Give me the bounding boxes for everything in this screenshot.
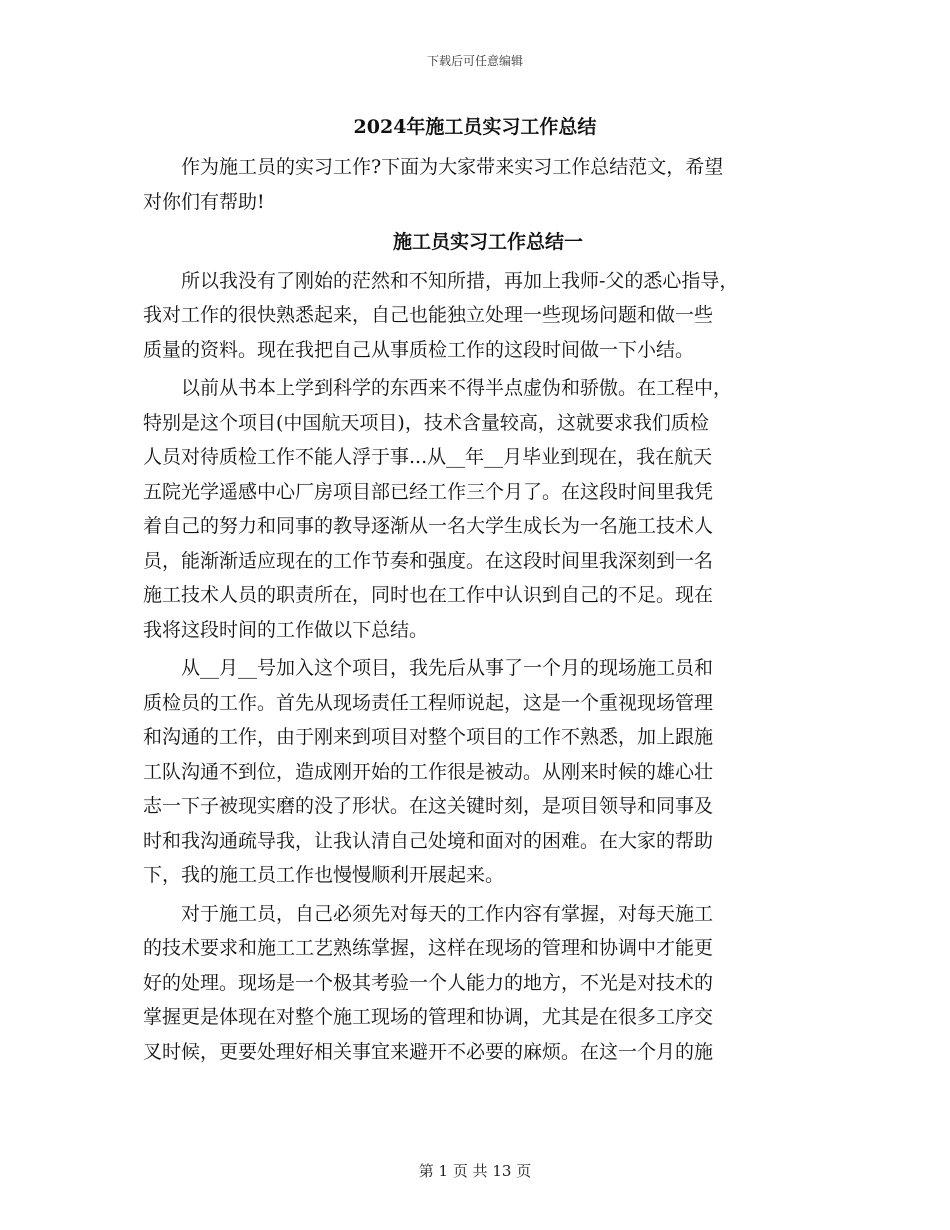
paragraph-1 bbox=[143, 264, 823, 368]
paragraph-1-line-2: 我对工作的很快熟悉起来，自己也能独立处理一些现场问题和做一些 bbox=[143, 304, 714, 326]
section-heading: 施工员实习工作总结一 bbox=[392, 231, 583, 253]
paragraph-4-line-2: 的技术要求和施工工艺熟练掌握，这样在现场的管理和协调中才能更 bbox=[143, 937, 714, 959]
paragraph-1-line-1: 所以我没有了刚始的茫然和不知所措，再加上我师-父的悉心指导， bbox=[181, 269, 739, 292]
intro-line-1: 作为施工员的实习工作?下面为大家带来实习工作总结范文，希望 bbox=[181, 156, 724, 178]
paragraph-3-line-5: 志一下子被现实磨的没了形状。在这关键时刻，是项目领导和同事及 bbox=[143, 795, 714, 817]
paragraph-3-line-7: 下，我的施工员工作也慢慢顺利开展起来。 bbox=[143, 864, 505, 886]
paragraph-2 bbox=[143, 371, 823, 647]
paragraph-2-line-5: 着自己的努力和同事的教导逐渐从一名大学生成长为一名施工技术人 bbox=[143, 515, 714, 537]
paragraph-4-line-1: 对于施工员，自己必须先对每天的工作内容有掌握，对每天施工 bbox=[181, 902, 714, 925]
paragraph-3-line-6: 时和我沟通疏导我，让我认清自己处境和面对的困难。在大家的帮助 bbox=[143, 829, 714, 852]
paragraph-3-line-1: 从__月__号加入这个项目，我先后从事了一个月的现场施工员和 bbox=[181, 657, 714, 679]
paragraph-4 bbox=[143, 897, 823, 1070]
paragraph-3 bbox=[143, 651, 823, 893]
intro-paragraph bbox=[143, 150, 823, 219]
paragraph-3-line-2: 质检员的工作。首先从现场责任工程师说起，这是一个重视现场管理 bbox=[143, 691, 714, 714]
document-body bbox=[143, 150, 823, 1069]
paragraph-2-line-6: 员，能渐渐适应现在的工作节奏和强度。在这段时间里我深刻到一名 bbox=[143, 549, 714, 572]
intro-line-2: 对你们有帮助! bbox=[143, 190, 265, 213]
paragraph-2-line-8: 我将这段时间的工作做以下总结。 bbox=[143, 618, 429, 641]
page-header-note: 下载后可任意编辑 bbox=[426, 54, 523, 68]
paragraph-4-line-4: 掌握更是体现在对整个施工现场的管理和协调，尤其是在很多工序交 bbox=[143, 1006, 714, 1028]
paragraph-4-line-3: 好的处理。现场是一个极其考验一个人能力的地方，不光是对技术的 bbox=[143, 971, 714, 994]
paragraph-2-line-7: 施工技术人员的职责所在，同时也在工作中认识到自己的不足。现在 bbox=[143, 584, 714, 606]
paragraph-1-line-3: 质量的资料。现在我把自己从事质检工作的这段时间做一下小结。 bbox=[143, 338, 695, 361]
paragraph-2-line-3: 人员对待质检工作不能人浮于事...从__年__月毕业到现在，我在航天 bbox=[143, 446, 713, 468]
paragraph-3-line-3: 和沟通的工作，由于刚来到项目对整个项目的工作不熟悉，加上跟施 bbox=[143, 726, 714, 748]
document-title: 2024年施工员实习工作总结 bbox=[353, 116, 597, 138]
page-number-footer: 第 1 页 共 13 页 bbox=[418, 1162, 532, 1180]
paragraph-2-line-4: 五院光学遥感中心厂房项目部已经工作三个月了。在这段时间里我凭 bbox=[143, 480, 714, 503]
paragraph-4-line-5: 叉时候，更要处理好相关事宜来避开不必要的麻烦。在这一个月的施 bbox=[143, 1040, 714, 1063]
paragraph-3-line-4: 工队沟通不到位，造成刚开始的工作很是被动。从刚来时候的雄心壮 bbox=[143, 760, 714, 783]
paragraph-2-line-2: 特别是这个项目(中国航天项目)，技术含量较高，这就要求我们质检 bbox=[143, 411, 709, 434]
paragraph-2-line-1: 以前从书本上学到科学的东西来不得半点虚伪和骄傲。在工程中， bbox=[181, 377, 733, 399]
